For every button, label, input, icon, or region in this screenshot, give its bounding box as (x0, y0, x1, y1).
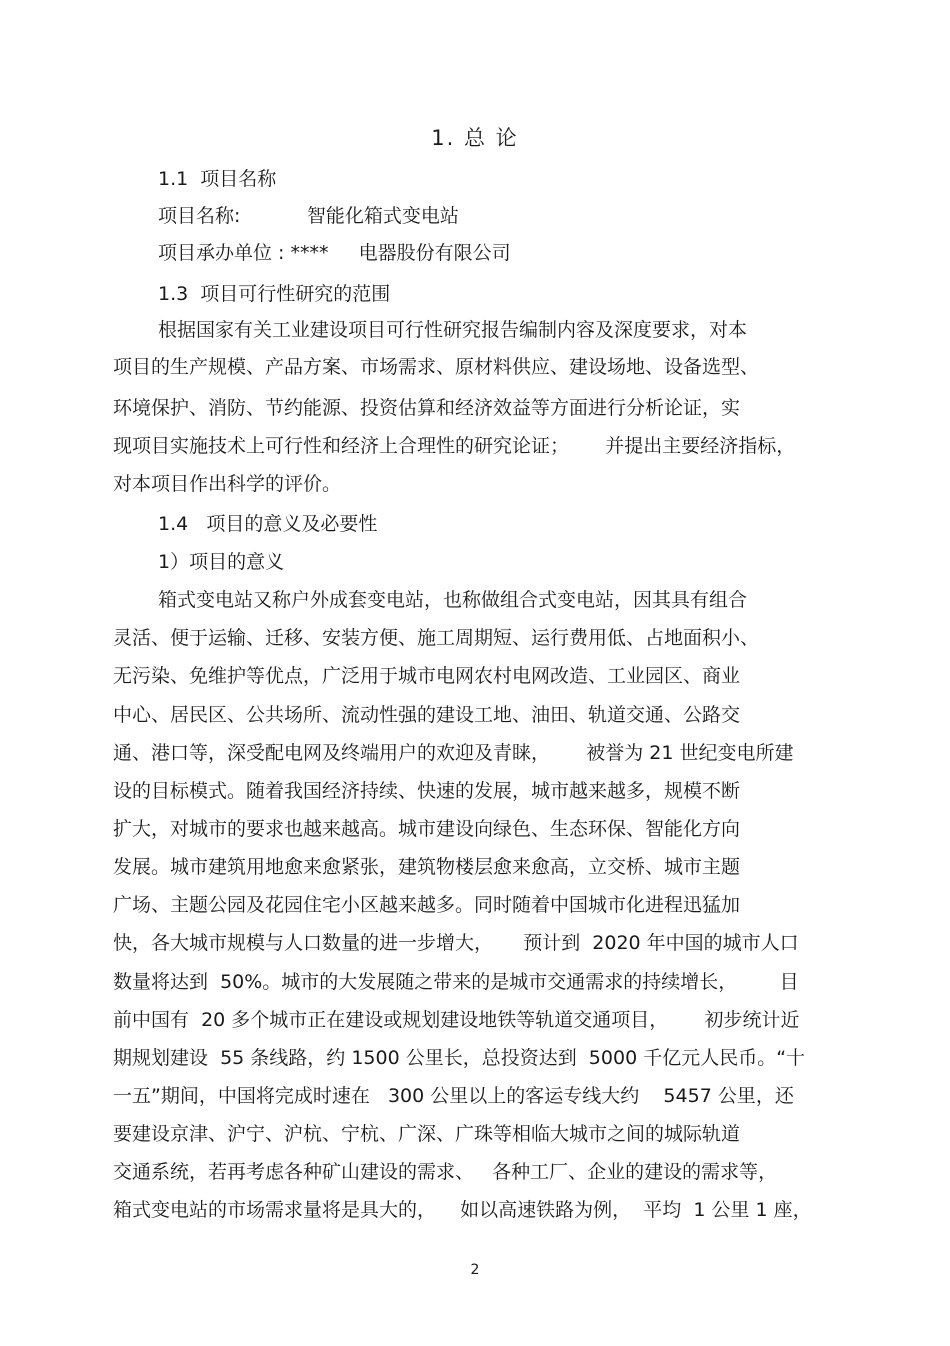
paragraph-line: 一五”期间，中国将完成时速在 300 公里以上的客运专线大约 5457 公里，还 (113, 1085, 794, 1107)
paragraph-line: 箱式变电站的市场需求量将是具大的， 如以高速铁路为例， 平均 1 公里 1 座， (113, 1199, 812, 1221)
paragraph-line: 中心、居民区、公共场所、流动性强的建设工地、油田、轨道交通、公路交 (113, 704, 741, 726)
paragraph-line: 设的目标模式。随着我国经济持续、快速的发展，城市越来越多，规模不断 (113, 780, 741, 802)
paragraph-line: 灵活、便于运输、迁移、安装方便、施工周期短、运行费用低、占地面积小、 (113, 627, 760, 649)
paragraph-line: 环境保护、消防、节约能源、投资估算和经济效益等方面进行分析论证，实 (113, 397, 741, 419)
paragraph-line: 数量将达到 50%。城市的大发展随之带来的是城市交通需求的持续增长， 目 (113, 971, 799, 993)
paragraph-line: 期规划建设 55 条线路，约 1500 公里长，总投资达到 5000 千亿元人民币。“十 (113, 1047, 806, 1069)
subsection-heading: 1）项目的意义 (158, 551, 285, 573)
paragraph-line: 前中国有 20 多个城市正在建设或规划建设地铁等轨道交通项目， 初步统计近 (113, 1009, 800, 1031)
page-number: 2 (470, 1262, 480, 1278)
paragraph-line: 根据国家有关工业建设项目可行性研究报告编制内容及深度要求，对本 (158, 319, 748, 341)
paragraph-line: 项目的生产规模、产品方案、市场需求、原材料供应、建设场地、设备选型、 (113, 356, 760, 378)
paragraph-line: 对本项目作出科学的评价。 (113, 473, 342, 495)
paragraph-line: 通、港口等，深受配电网及终端用户的欢迎及青睐， 被誉为 21 世纪变电所建 (113, 742, 794, 764)
paragraph-line: 扩大，对城市的要求也越来越高。城市建设向绿色、生态环保、智能化方向 (113, 818, 741, 840)
project-name-line: 项目名称: 智能化箱式变电站 (158, 205, 459, 227)
undertaker-line: 项目承办单位 : **** 电器股份有限公司 (158, 242, 511, 264)
paragraph-line: 交通系统，若再考虑各种矿山建设的需求、 各种工厂、企业的建设的需求等， (113, 1161, 778, 1183)
chapter-heading: 1. 总 论 (431, 126, 519, 150)
section-heading-1-1: 1.1 项目名称 (158, 168, 277, 190)
paragraph-line: 发展。城市建筑用地愈来愈紧张，建筑物楼层愈来愈高，立交桥、城市主题 (113, 856, 741, 878)
paragraph-line: 广场、主题公园及花园住宅小区越来越多。同时随着中国城市化进程迅猛加 (113, 894, 741, 916)
paragraph-line: 快，各大城市规模与人口数量的进一步增大， 预计到 2020 年中国的城市人口 (113, 932, 799, 954)
paragraph-line: 箱式变电站又称户外成套变电站，也称做组合式变电站，因其具有组合 (158, 589, 748, 611)
paragraph-line: 要建设京津、沪宁、沪杭、宁杭、广深、广珠等相临大城市之间的城际轨道 (113, 1123, 741, 1145)
paragraph-line: 无污染、免维护等优点，广泛用于城市电网农村电网改造、工业园区、商业 (113, 665, 741, 687)
section-heading-1-4: 1.4 项目的意义及必要性 (158, 513, 378, 535)
section-heading-1-3: 1.3 项目可行性研究的范围 (158, 283, 391, 305)
paragraph-line: 现项目实施技术上可行性和经济上合理性的研究论证； 并提出主要经济指标， (113, 435, 796, 457)
